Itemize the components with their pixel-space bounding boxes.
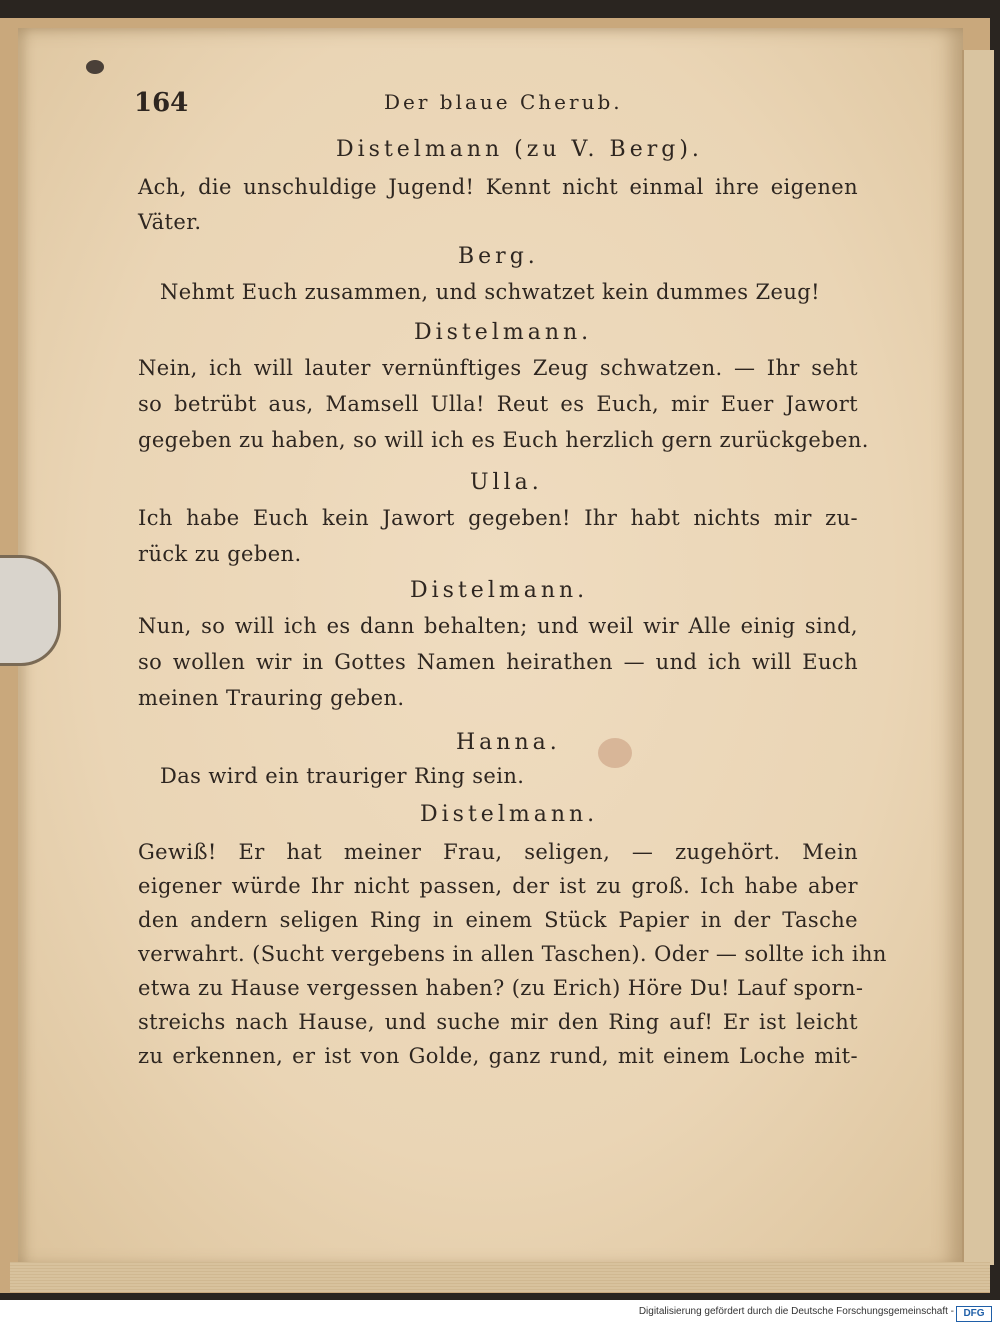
page-number: 164	[134, 88, 189, 118]
footer-credit: Digitalisierung gefördert durch die Deutsche Forschungsgemeinschaft -	[638, 1306, 954, 1317]
running-title: Der blaue Cherub.	[384, 90, 623, 114]
text-line: Väter.	[138, 210, 202, 234]
speaker-label: Distelmann (zu V. Berg).	[336, 137, 703, 162]
text-line: Gewiß! Er hat meiner Frau, seligen, — zugehört. Mein	[138, 840, 858, 864]
text-line: Ach, die unschuldige Jugend! Kennt nicht einmal ihre eigenen	[138, 175, 858, 199]
paper-stain	[598, 738, 632, 768]
bottom-page-edge	[10, 1262, 990, 1292]
text-line: den andern seligen Ring in einem Stück Papier in der Tasche	[138, 908, 858, 932]
speaker-label: Distelmann.	[410, 578, 589, 603]
speaker-label: Ulla.	[470, 470, 543, 495]
footer-bar	[0, 1304, 1000, 1323]
speaker-label: Hanna.	[456, 730, 561, 755]
text-line: meinen Trauring geben.	[138, 686, 405, 710]
text-line: Nein, ich will lauter vernünftiges Zeug schwatzen. — Ihr seht	[138, 356, 858, 380]
text-line: Das wird ein trauriger Ring sein.	[160, 764, 525, 788]
right-page-edge	[962, 50, 994, 1265]
text-line: Ich habe Euch kein Jawort gegeben! Ihr habt nichts mir zu-	[138, 506, 858, 530]
ink-spot	[86, 60, 104, 74]
text-line: so wollen wir in Gottes Namen heirathen — und ich will Euch	[138, 650, 858, 674]
text-line: streichs nach Hause, und suche mir den Ring auf! Er ist leicht	[138, 1010, 858, 1034]
page-clip	[0, 555, 61, 666]
text-line: rück zu geben.	[138, 542, 302, 566]
text-line: eigener würde Ihr nicht passen, der ist zu groß. Ich habe aber	[138, 874, 858, 898]
text-line: Nehmt Euch zusammen, und schwatzet kein dummes Zeug!	[160, 280, 820, 304]
text-line: verwahrt. (Sucht vergebens in allen Taschen). Oder — sollte ich ihn	[138, 942, 887, 966]
dfg-logo: DFG	[956, 1306, 992, 1322]
text-line: zu erkennen, er ist von Golde, ganz rund, mit einem Loche mit-	[138, 1044, 858, 1068]
speaker-label: Distelmann.	[420, 802, 599, 827]
text-line: etwa zu Hause vergessen haben? (zu Erich) Höre Du! Lauf sporn-	[138, 976, 864, 1000]
text-line: so betrübt aus, Mamsell Ulla! Reut es Euch, mir Euer Jawort	[138, 392, 858, 416]
speaker-label: Berg.	[458, 244, 539, 269]
text-line: gegeben zu haben, so will ich es Euch herzlich gern zurückgeben.	[138, 428, 869, 452]
speaker-label: Distelmann.	[414, 320, 593, 345]
text-line: Nun, so will ich es dann behalten; und weil wir Alle einig sind,	[138, 614, 858, 638]
